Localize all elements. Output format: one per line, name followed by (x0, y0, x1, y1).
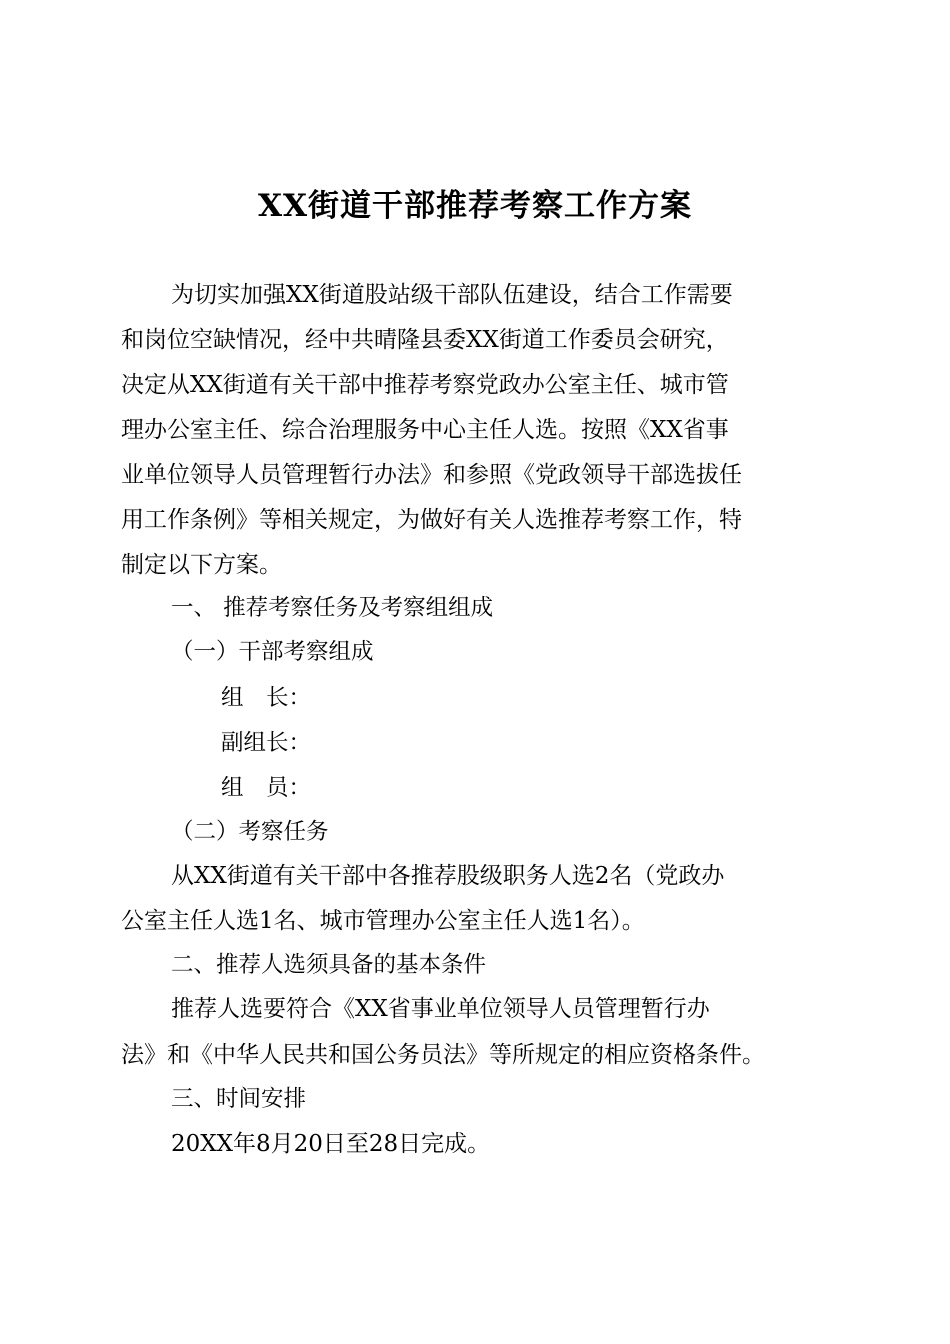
intro-line: 理办公室主任、综合治理服务中心主任人选。按照《XX省事 (121, 417, 729, 443)
intro-line: 业单位领导人员管理暂行办法》和参照《党政领导干部选拔任 (121, 462, 742, 488)
section-heading: 一、 推荐考察任务及考察组组成 (171, 595, 494, 621)
intro-line: 为切实加强XX街道股站级干部队伍建设，结合工作需要 (171, 282, 733, 308)
intro-line: 和岗位空缺情况，经中共晴隆县委XX街道工作委员会研究， (121, 327, 729, 353)
body-line: 法》和《中华人民共和国公务员法》等所规定的相应资格条件。 (121, 1042, 765, 1068)
body-line: 推荐人选要符合《XX省事业单位领导人员管理暂行办 (171, 996, 710, 1022)
document-title: XX街道干部推荐考察工作方案 (257, 188, 693, 224)
task-line: 从XX街道有关干部中各推荐股级职务人选2名（党政办 (171, 863, 725, 889)
role-line: 组 员： (221, 775, 312, 801)
role-line: 副组长： (221, 730, 312, 756)
intro-line: 决定从XX街道有关干部中推荐考察党政办公室主任、城市管 (121, 372, 729, 398)
section-heading: 三、时间安排 (171, 1086, 307, 1112)
subsection-heading: （一）干部考察组成 (171, 639, 374, 665)
body-line: 20XX年8月20日至28日完成。 (171, 1131, 491, 1157)
role-line: 组 长： (221, 685, 312, 711)
task-line: 公室主任人选1名、城市管理办公室主任人选1名）。 (121, 908, 645, 934)
section-heading: 二、推荐人选须具备的基本条件 (171, 952, 487, 978)
subsection-heading: （二）考察任务 (171, 819, 329, 845)
intro-line: 用工作条例》等相关规定，为做好有关人选推荐考察工作，特 (121, 507, 742, 533)
intro-line: 制定以下方案。 (121, 552, 282, 578)
